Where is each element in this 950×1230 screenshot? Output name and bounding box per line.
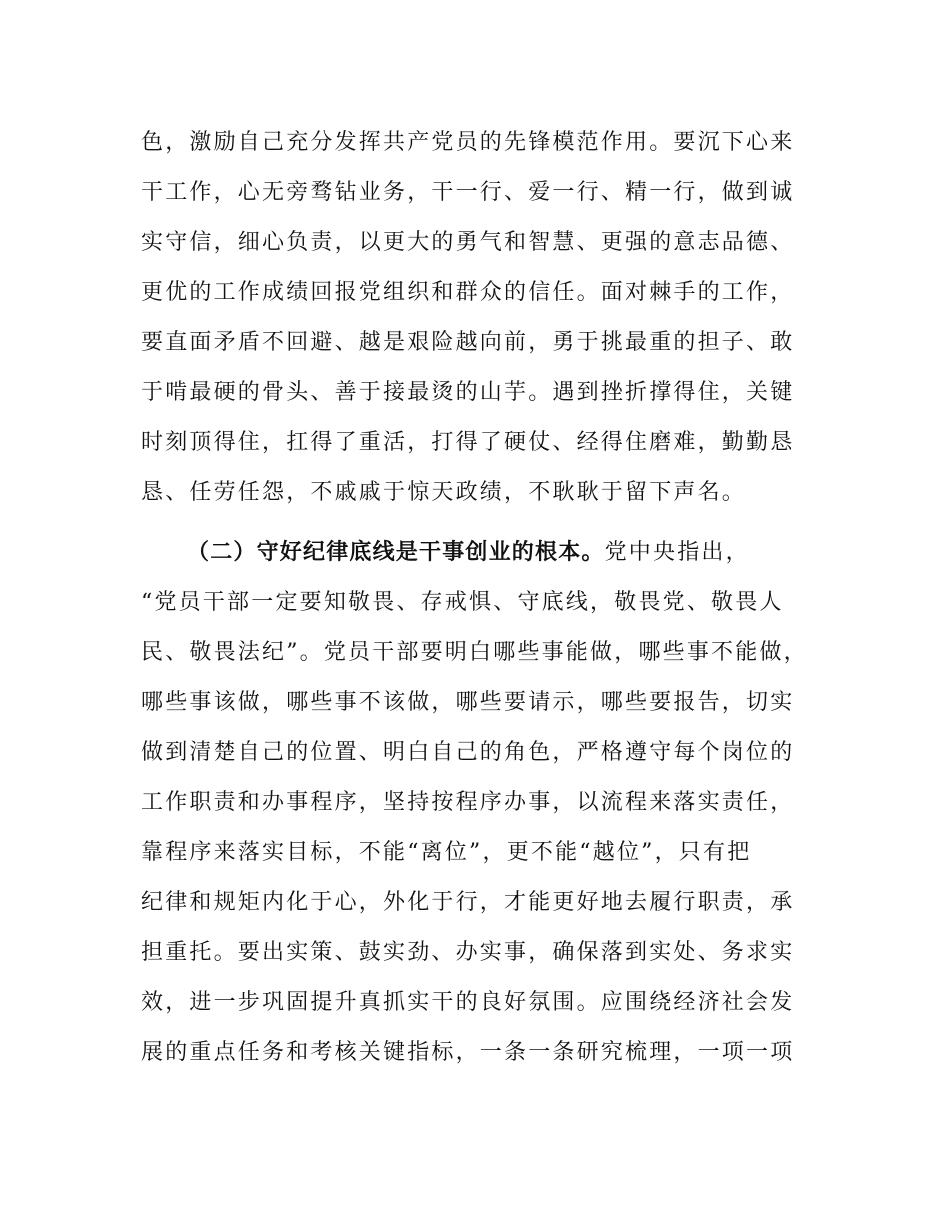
paragraph1-line: 恳、任劳任怨，不戚戚于惊天政绩，不耿耿于留下声名。 [141, 480, 747, 505]
paragraph2-lead: 党中央指出， [604, 540, 750, 565]
paragraph2-line: “党员干部一定要知敬畏、存戒惧、守底线，敬畏党、敬畏人 [141, 590, 784, 615]
paragraph2-line: 担重托。要出实策、鼓实劲、办实事，确保落到实处、务求实 [141, 940, 795, 965]
paragraph2-line: 工作职责和办事程序，坚持按程序办事，以流程来落实责任， [141, 790, 795, 815]
paragraph1-line: 干工作，心无旁骛钻业务，干一行、爱一行、精一行，做到诚 [141, 180, 795, 205]
paragraph1-line: 于啃最硬的骨头、善于接最烫的山芋。遇到挫折撑得住，关键 [141, 380, 795, 405]
paragraph2-line: 靠程序来落实目标，不能“离位”，更不能“越位”，只有把 [141, 840, 752, 865]
paragraph2-line: 纪律和规矩内化于心，外化于行，才能更好地去履行职责，承 [141, 890, 795, 915]
section-heading: （二）守好纪律底线是干事创业的根本。 [187, 540, 605, 565]
paragraph1-line: 更优的工作成绩回报党组织和群众的信任。面对棘手的工作， [141, 280, 795, 305]
paragraph2-line: 做到清楚自己的位置、明白自己的角色，严格遵守每个岗位的 [141, 740, 795, 765]
paragraph1-line: 色，激励自己充分发挥共产党员的先锋模范作用。要沉下心来 [141, 130, 795, 155]
paragraph1-line: 时刻顶得住，扛得了重活，打得了硬仗、经得住磨难，勤勤恳 [141, 430, 795, 455]
paragraph2-line: 民、敬畏法纪”。党员干部要明白哪些事能做，哪些事不能做， [141, 640, 808, 665]
paragraph2-first-line [187, 538, 750, 568]
paragraph2-line: 哪些事该做，哪些事不该做，哪些要请示，哪些要报告，切实 [141, 690, 795, 715]
paragraph2-line: 效，进一步巩固提升真抓实干的良好氛围。应围绕经济社会发 [141, 990, 795, 1015]
paragraph1-line: 要直面矛盾不回避、越是艰险越向前，勇于挑最重的担子、敢 [141, 330, 795, 355]
paragraph1-line: 实守信，细心负责，以更大的勇气和智慧、更强的意志品德、 [141, 230, 795, 255]
paragraph2-line: 展的重点任务和考核关键指标，一条一条研究梳理，一项一项 [141, 1040, 795, 1065]
